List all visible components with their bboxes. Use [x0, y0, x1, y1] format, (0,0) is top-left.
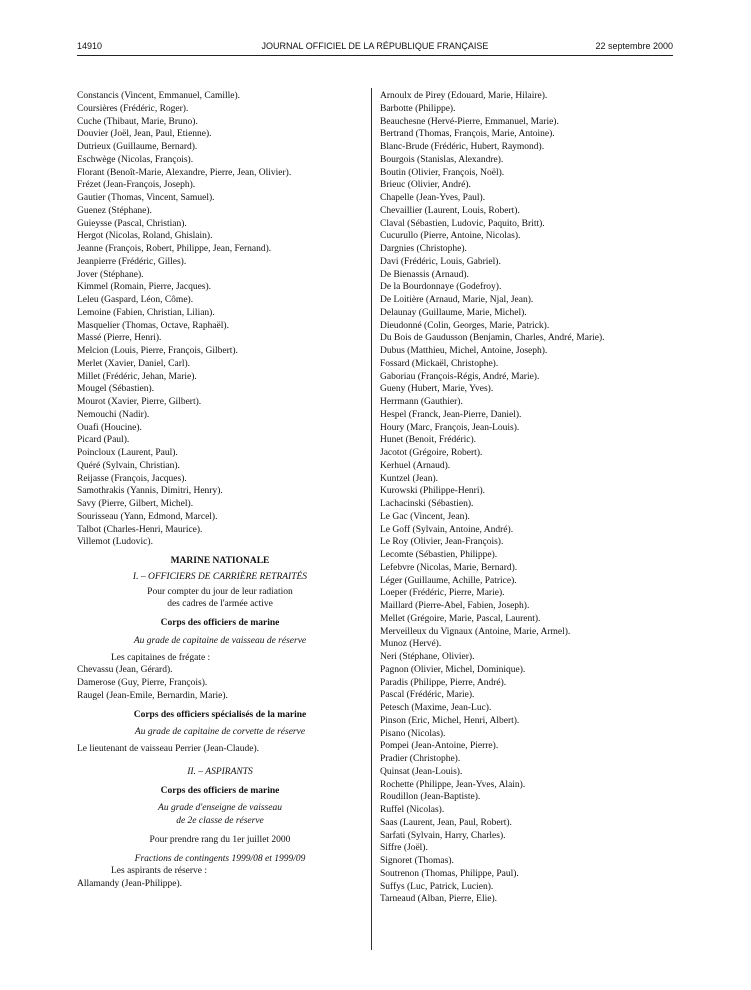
list-item: Melcion (Louis, Pierre, François, Gilbert). [77, 346, 238, 356]
list-item: Neri (Stéphane, Olivier). [380, 652, 475, 662]
publication-date: 22 septembre 2000 [595, 41, 673, 51]
list-item: Le Gac (Vincent, Jean). [380, 511, 470, 522]
fractions-text: Fractions de contingents 1999/08 et 1999/09 [134, 853, 306, 864]
section1-intro-line2: des cadres de l'armée active [167, 599, 273, 610]
list-item: Roudillon (Jean-Baptiste). [380, 792, 481, 803]
section2-heading: II. – ASPIRANTS [187, 766, 253, 777]
capitaines-label: Les capitaines de frégate : [111, 652, 211, 663]
list-item: Lecomte (Sébastien, Philippe). [380, 550, 498, 560]
list-item: Quéré (Sylvain, Christian). [77, 460, 180, 471]
section1-intro-line1: Pour compter du jour de leur radiation [147, 586, 293, 597]
grade1-heading: Au grade de capitaine de vaisseau de réserve [133, 635, 307, 646]
name-list [380, 90, 674, 906]
list-item: Eschwège (Nicolas, François). [77, 154, 194, 165]
list-item: Claval (Sébastien, Ludovic, Paquito, Britt). [380, 218, 545, 229]
corps2-heading: Corps des officiers spécialisés de la marine [133, 709, 307, 720]
list-item: De la Bourdonnaye (Godefroy). [380, 282, 502, 293]
list-item: Petesch (Maxime, Jean-Luc). [380, 703, 492, 713]
list-item: Douvier (Joël, Jean, Paul, Etienne). [77, 129, 212, 140]
list-item: Cucurullo (Pierre, Antoine, Nicolas). [380, 231, 521, 242]
list-item: Hergot (Nicolas, Roland, Ghislain). [77, 231, 213, 242]
list-item: Davi (Frédéric, Louis, Gabriel). [380, 256, 501, 267]
list-item: Suffys (Luc, Patrick, Lucien). [380, 881, 494, 892]
list-item: Chevassu (Jean, Gérard). [77, 665, 173, 676]
list-item: Brieuc (Olivier, André). [380, 180, 471, 191]
list-item: Millet (Frédéric, Jehan, Marie). [77, 371, 197, 382]
list-item: De Loitière (Arnaud, Marie, Njal, Jean). [380, 295, 534, 305]
list-item: Pagnon (Olivier, Michel, Dominique). [380, 664, 526, 675]
list-item: Kuntzel (Jean). [380, 473, 439, 484]
list-item: Du Bois de Gaudusson (Benjamin, Charles, André, Marie). [380, 333, 605, 344]
list-item: Constancis (Vincent, Emmanuel, Camille). [77, 91, 241, 101]
list-item: Fossard (Mickaël, Christophe). [380, 358, 499, 369]
list-item: Pascal (Frédéric, Marie). [380, 690, 475, 701]
list-item: Barbotte (Philippe). [380, 103, 456, 114]
list-item: Lachacinski (Sébastien). [380, 499, 474, 509]
list-item: Hunet (Benoit, Frédéric). [380, 435, 477, 446]
list-item: Poincloux (Laurent, Paul). [77, 448, 178, 458]
list-item: Loeper (Frédéric, Pierre, Marie). [380, 588, 505, 599]
grade3-heading-line2: de 2e classe de réserve [176, 816, 264, 826]
list-item: Nemouchi (Nadir). [77, 409, 150, 420]
list-item: Tarneaud (Alban, Pierre, Elie). [380, 894, 497, 905]
list-item: Paradis (Philippe, Pierre, André). [380, 677, 507, 688]
list-item: Pradier (Christophe). [380, 754, 461, 764]
list-item: Pisano (Nicolas). [380, 728, 446, 739]
list-item: Le Roy (Olivier, Jean-François). [380, 537, 504, 548]
list-item: Lefebvre (Nicolas, Marie, Bernard). [380, 562, 518, 573]
list-item: Gautier (Thomas, Vincent, Samuel). [77, 193, 215, 203]
list-item: De Bienassis (Arnaud). [380, 269, 469, 280]
list-item: Quinsat (Jean-Louis). [380, 766, 463, 777]
list-item: Boutin (Olivier, François, Noël). [380, 167, 505, 178]
corps3-heading: Corps des officiers de marine [160, 785, 280, 796]
list-item: Pinson (Eric, Michel, Henri, Albert). [380, 715, 520, 726]
list-item: Hespel (Franck, Jean-Pierre, Daniel). [380, 409, 522, 420]
list-item: Mellet (Grégoire, Marie, Pascal, Laurent). [380, 613, 541, 624]
lieutenant-entry: Le lieutenant de vaisseau Perrier (Jean-Claude). [77, 744, 260, 754]
list-item: Damerose (Guy, Pierre, François). [77, 678, 208, 688]
list-item: Léger (Guillaume, Achille, Patrice). [380, 575, 517, 586]
list-item: Chevaillier (Laurent, Louis, Robert). [380, 205, 520, 216]
list-item: Signoret (Thomas). [380, 856, 454, 866]
list-item: Leleu (Gaspard, Léon, Côme). [77, 295, 194, 305]
list-item: Rochette (Philippe, Jean-Yves, Alain). [380, 779, 526, 790]
left-column [77, 90, 363, 891]
list-item: Pompei (Jean-Antoine, Pierre). [380, 741, 499, 752]
list-item: Picard (Paul). [77, 435, 130, 446]
list-item: Savy (Pierre, Gilbert, Michel). [77, 499, 194, 509]
list-item: Sarfati (Sylvain, Harry, Charles). [380, 830, 506, 841]
list-item: Coursières (Frédéric, Roger). [77, 103, 189, 114]
list-item: Sourisseau (Yann, Edmond, Marcel). [77, 511, 218, 522]
list-item: Merveilleux du Vignaux (Antoine, Marie, Armel). [380, 626, 571, 637]
list-item: Jacotot (Grégoire, Robert). [380, 448, 483, 458]
list-item: Beauchesne (Hervé-Pierre, Emmanuel, Marie). [380, 116, 559, 127]
list-item: Siffre (Joël). [380, 843, 428, 854]
list-item: Gueny (Hubert, Marie, Yves). [380, 384, 494, 395]
list-item: Dargnies (Christophe). [380, 244, 467, 254]
list-item: Ruffel (Nicolas). [380, 805, 445, 815]
list-item: Saas (Laurent, Jean, Paul, Robert). [380, 817, 512, 828]
list-item: Le Goff (Sylvain, Antoine, André). [380, 524, 514, 535]
list-item: Jeanne (François, Robert, Philippe, Jean, Fernand). [77, 244, 272, 254]
list-item: Jover (Stéphane). [77, 269, 144, 280]
list-item: Allamandy (Jean-Philippe). [77, 879, 183, 889]
list-item: Kerhuel (Arnaud). [380, 460, 451, 471]
list-item: Gaboriau (François-Régis, André, Marie). [380, 371, 540, 382]
list-item: Chapelle (Jean-Yves, Paul). [380, 193, 486, 203]
column-separator [371, 88, 372, 950]
list-item: Soutrenon (Thomas, Philippe, Paul). [380, 868, 519, 879]
list-item: Merlet (Xavier, Daniel, Carl). [77, 358, 191, 369]
list-item: Houry (Marc, François, Jean-Louis). [380, 422, 520, 433]
list-item: Florant (Benoît-Marie, Alexandre, Pierre, Jean, Olivier). [77, 167, 292, 178]
rang-text: Pour prendre rang du 1er juillet 2000 [149, 834, 291, 845]
journal-title: JOURNAL OFFICIEL DE LA RÉPUBLIQUE FRANÇAISE [261, 41, 489, 51]
list-item: Massé (Pierre, Henri). [77, 333, 162, 344]
list-item: Bourgois (Stanislas, Alexandre). [380, 154, 504, 165]
list-item: Arnoulx de Pirey (Edouard, Marie, Hilaire). [380, 91, 548, 101]
list-item: Munoz (Hervé). [380, 639, 442, 650]
list-item: Lemoine (Fabien, Christian, Lilian). [77, 307, 215, 318]
list-item: Dubus (Matthieu, Michel, Antoine, Joseph). [380, 346, 548, 356]
list-item: Raugel (Jean-Emile, Bernardin, Marie). [77, 690, 228, 701]
list-item: Frézet (Jean-François, Joseph). [77, 180, 196, 191]
list-item: Reijasse (François, Jacques). [77, 473, 187, 484]
grade2-heading: Au grade de capitaine de corvette de réserve [134, 727, 306, 738]
list-item: Guieysse (Pascal, Christian). [77, 218, 187, 229]
grade3-heading-line1: Au grade d'enseigne de vaisseau [158, 803, 282, 814]
list-item: Cuche (Thibaut, Marie, Bruno). [77, 116, 198, 127]
list-item: Guenez (Stéphane). [77, 205, 152, 216]
list-item: Herrmann (Gauthier). [380, 397, 463, 407]
name-list [77, 90, 363, 549]
list-item: Dutrieux (Guillaume, Bernard). [77, 142, 198, 152]
list-item: Villemot (Ludovic). [77, 537, 153, 548]
list-item: Samothrakis (Yannis, Dimitri, Henry). [77, 486, 223, 497]
section1-heading: I. – OFFICIERS DE CARRIÈRE RETRAITÉS [132, 571, 308, 582]
list-item: Bertrand (Thomas, François, Marie, Antoine). [380, 129, 555, 140]
list-item: Mourot (Xavier, Pierre, Gilbert). [77, 397, 202, 407]
corps1-heading: Corps des officiers de marine [160, 618, 280, 628]
list-item: Dieudonné (Colin, Georges, Marie, Patrick). [380, 320, 550, 331]
list-item: Jeanpierre (Frédéric, Gilles). [77, 256, 187, 267]
list-item: Talbot (Charles-Henri, Maurice). [77, 524, 203, 535]
page-number: 14910 [77, 41, 103, 51]
right-column [380, 90, 674, 906]
list-item: Kimmel (Romain, Pierre, Jacques). [77, 282, 212, 293]
list-item: Mougel (Sébastien). [77, 384, 155, 395]
list-item: Masquelier (Thomas, Octave, Raphaël). [77, 320, 229, 331]
list-item: Ouafi (Houcine). [77, 422, 142, 433]
list-item: Blanc-Brude (Frédéric, Hubert, Raymond). [380, 142, 545, 152]
aspirants-label: Les aspirants de réserve : [111, 866, 208, 877]
list-item: Maillard (Pierre-Abel, Fabien, Joseph). [380, 601, 530, 611]
header-rule [77, 55, 673, 56]
list-item: Delaunay (Guillaume, Marie, Michel). [380, 307, 527, 318]
marine-heading: MARINE NATIONALE [170, 556, 270, 566]
list-item: Kurowski (Philippe-Henri). [380, 486, 486, 497]
